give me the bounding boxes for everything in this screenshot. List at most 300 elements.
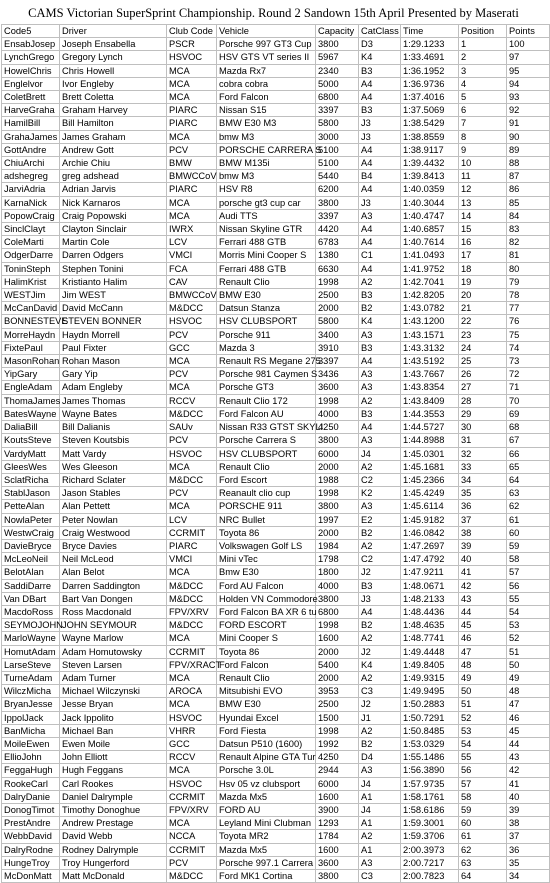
points-cell: 43 (507, 751, 550, 764)
vehicle-cell: Ford Escort (217, 473, 316, 486)
club-code-cell: VMCI (167, 553, 217, 566)
driver-cell: Jason Stables (60, 487, 167, 500)
capacity-cell: 1997 (316, 513, 359, 526)
points-cell: 49 (507, 671, 550, 684)
position-cell: 44 (459, 605, 507, 618)
catclass-cell: B3 (359, 341, 401, 354)
time-cell: 1:43.1571 (401, 328, 459, 341)
time-cell: 1:37.5069 (401, 104, 459, 117)
header-club-code: Club Code (167, 25, 217, 38)
points-cell: 52 (507, 632, 550, 645)
driver-cell: Archie Chiu (60, 157, 167, 170)
position-cell: 16 (459, 236, 507, 249)
driver-cell: Michael Ban (60, 724, 167, 737)
code-cell: RookeCarl (2, 777, 60, 790)
driver-cell: Kristianto Halim (60, 275, 167, 288)
catclass-cell: J3 (359, 592, 401, 605)
driver-cell: Adam Turner (60, 671, 167, 684)
capacity-cell: 5800 (316, 117, 359, 130)
code-cell: BelotAlan (2, 566, 60, 579)
capacity-cell: 3953 (316, 685, 359, 698)
position-cell: 61 (459, 830, 507, 843)
points-cell: 40 (507, 790, 550, 803)
code-cell: SaddiDarre (2, 579, 60, 592)
catclass-cell: B3 (359, 64, 401, 77)
vehicle-cell: Mini Cooper S (217, 632, 316, 645)
club-code-cell: MCA (167, 355, 217, 368)
position-cell: 26 (459, 368, 507, 381)
club-code-cell: HSVOC (167, 315, 217, 328)
time-cell: 1:49.9495 (401, 685, 459, 698)
time-cell: 1:44.8988 (401, 434, 459, 447)
vehicle-cell: Toyota 86 (217, 526, 316, 539)
time-cell: 1:42.7041 (401, 275, 459, 288)
table-row (2, 605, 550, 618)
position-cell: 7 (459, 117, 507, 130)
driver-cell: Craig Popowski (60, 209, 167, 222)
vehicle-cell: FORD AU (217, 803, 316, 816)
time-cell: 1:47.2697 (401, 539, 459, 552)
vehicle-cell: BMW E30 (217, 289, 316, 302)
catclass-cell: J1 (359, 711, 401, 724)
points-cell: 84 (507, 209, 550, 222)
time-cell: 1:56.3890 (401, 764, 459, 777)
club-code-cell: MCA (167, 566, 217, 579)
position-cell: 48 (459, 658, 507, 671)
driver-cell: Steven Larsen (60, 658, 167, 671)
code-cell: HomutAdam (2, 645, 60, 658)
table-row (2, 289, 550, 302)
table-row (2, 51, 550, 64)
club-code-cell: MCA (167, 77, 217, 90)
driver-cell: David Webb (60, 830, 167, 843)
code-cell: DaliaBill (2, 421, 60, 434)
points-cell: 42 (507, 764, 550, 777)
club-code-cell: MCA (167, 130, 217, 143)
club-code-cell: HSVOC (167, 447, 217, 460)
table-row (2, 91, 550, 104)
vehicle-cell: BMW M135i (217, 157, 316, 170)
table-row (2, 856, 550, 869)
club-code-cell: RCCV (167, 394, 217, 407)
catclass-cell: A4 (359, 143, 401, 156)
points-cell: 97 (507, 51, 550, 64)
time-cell: 1:48.2133 (401, 592, 459, 605)
table-row (2, 830, 550, 843)
code-cell: HamilBill (2, 117, 60, 130)
driver-cell: Ewen Moile (60, 737, 167, 750)
catclass-cell: A2 (359, 394, 401, 407)
catclass-cell: K4 (359, 51, 401, 64)
catclass-cell: K4 (359, 315, 401, 328)
points-cell: 78 (507, 289, 550, 302)
driver-cell: Andrew Prestage (60, 817, 167, 830)
time-cell: 1:47.9211 (401, 566, 459, 579)
vehicle-cell: Datsun Stanza (217, 302, 316, 315)
catclass-cell: J2 (359, 645, 401, 658)
table-row (2, 737, 550, 750)
capacity-cell: 6000 (316, 777, 359, 790)
club-code-cell: VMCI (167, 249, 217, 262)
catclass-cell: B2 (359, 737, 401, 750)
driver-cell: greg adshead (60, 170, 167, 183)
position-cell: 6 (459, 104, 507, 117)
capacity-cell: 1998 (316, 275, 359, 288)
driver-cell: Alan Belot (60, 566, 167, 579)
time-cell: 1:57.9735 (401, 777, 459, 790)
capacity-cell: 5440 (316, 170, 359, 183)
points-cell: 69 (507, 407, 550, 420)
points-cell: 86 (507, 183, 550, 196)
driver-cell: Bart Van Dongen (60, 592, 167, 605)
club-code-cell: HSVOC (167, 711, 217, 724)
capacity-cell: 3000 (316, 130, 359, 143)
catclass-cell: E2 (359, 513, 401, 526)
capacity-cell: 1380 (316, 249, 359, 262)
time-cell: 1:50.2883 (401, 698, 459, 711)
capacity-cell: 2000 (316, 671, 359, 684)
catclass-cell: A3 (359, 434, 401, 447)
code-cell: WESTJim (2, 289, 60, 302)
time-cell: 1:45.1681 (401, 460, 459, 473)
points-cell: 95 (507, 64, 550, 77)
time-cell: 2:00.3973 (401, 843, 459, 856)
table-row (2, 341, 550, 354)
time-cell: 1:44.5727 (401, 421, 459, 434)
time-cell: 1:38.8559 (401, 130, 459, 143)
capacity-cell: 3800 (316, 434, 359, 447)
driver-cell: Matt Vardy (60, 447, 167, 460)
time-cell: 1:48.4436 (401, 605, 459, 618)
position-cell: 14 (459, 209, 507, 222)
time-cell: 1:59.3706 (401, 830, 459, 843)
catclass-cell: A3 (359, 500, 401, 513)
table-row (2, 117, 550, 130)
results-table (1, 24, 550, 883)
points-cell: 66 (507, 447, 550, 460)
vehicle-cell: Porsche 3.0L (217, 764, 316, 777)
driver-cell: Jim WEST (60, 289, 167, 302)
time-cell: 1:53.0329 (401, 737, 459, 750)
catclass-cell: A4 (359, 77, 401, 90)
catclass-cell: A3 (359, 368, 401, 381)
driver-cell: James Graham (60, 130, 167, 143)
club-code-cell: MCA (167, 209, 217, 222)
time-cell: 1:58.1761 (401, 790, 459, 803)
capacity-cell: 5100 (316, 143, 359, 156)
code-cell: McCanDavid (2, 302, 60, 315)
catclass-cell: A4 (359, 157, 401, 170)
catclass-cell: C1 (359, 249, 401, 262)
time-cell: 1:46.0842 (401, 526, 459, 539)
vehicle-cell: Ford AU Falcon (217, 579, 316, 592)
capacity-cell: 6000 (316, 447, 359, 460)
vehicle-cell: cobra cobra (217, 77, 316, 90)
time-cell: 1:44.3553 (401, 407, 459, 420)
code-cell: GottAndre (2, 143, 60, 156)
club-code-cell: LCV (167, 236, 217, 249)
table-row (2, 38, 550, 51)
code-cell: OdgerDarre (2, 249, 60, 262)
capacity-cell: 1600 (316, 790, 359, 803)
position-cell: 21 (459, 302, 507, 315)
catclass-cell: J2 (359, 698, 401, 711)
club-code-cell: CCRMIT (167, 790, 217, 803)
code-cell: MarloWayne (2, 632, 60, 645)
capacity-cell: 6200 (316, 183, 359, 196)
table-row (2, 355, 550, 368)
points-cell: 73 (507, 355, 550, 368)
capacity-cell: 3600 (316, 381, 359, 394)
vehicle-cell: Porsche 997 GT3 Cup (217, 38, 316, 51)
capacity-cell: 1992 (316, 737, 359, 750)
points-cell: 34 (507, 870, 550, 883)
vehicle-cell: Nissan Skyline GTR (217, 223, 316, 236)
points-cell: 80 (507, 262, 550, 275)
driver-cell: Rohan Mason (60, 355, 167, 368)
capacity-cell: 1784 (316, 830, 359, 843)
time-cell: 1:43.1200 (401, 315, 459, 328)
time-cell: 1:50.8485 (401, 724, 459, 737)
club-code-cell: M&DCC (167, 619, 217, 632)
table-row (2, 394, 550, 407)
code-cell: JarviAdria (2, 183, 60, 196)
vehicle-cell: Datsun P510 (1600) (217, 737, 316, 750)
code-cell: McLeoNeil (2, 553, 60, 566)
time-cell: 2:00.7217 (401, 856, 459, 869)
table-row (2, 579, 550, 592)
position-cell: 18 (459, 262, 507, 275)
points-cell: 47 (507, 698, 550, 711)
table-row (2, 698, 550, 711)
code-cell: YipGary (2, 368, 60, 381)
position-cell: 45 (459, 619, 507, 632)
driver-cell: Graham Harvey (60, 104, 167, 117)
vehicle-cell: Hsv 05 vz clubsport (217, 777, 316, 790)
vehicle-cell: Porsche GT3 (217, 381, 316, 394)
driver-cell: Ross Macdonald (60, 605, 167, 618)
time-cell: 1:37.4016 (401, 91, 459, 104)
time-cell: 1:45.2366 (401, 473, 459, 486)
table-row (2, 236, 550, 249)
vehicle-cell: NRC Bullet (217, 513, 316, 526)
position-cell: 40 (459, 553, 507, 566)
vehicle-cell: Ford Falcon AU (217, 407, 316, 420)
points-cell: 50 (507, 658, 550, 671)
code-cell: Van DBart (2, 592, 60, 605)
club-code-cell: MCA (167, 671, 217, 684)
points-cell: 45 (507, 724, 550, 737)
points-cell: 92 (507, 104, 550, 117)
code-cell: ThomaJames (2, 394, 60, 407)
catclass-cell: B2 (359, 526, 401, 539)
position-cell: 38 (459, 526, 507, 539)
points-cell: 59 (507, 539, 550, 552)
vehicle-cell: Porsche 981 Caymen S (217, 368, 316, 381)
vehicle-cell: Mazda Mx5 (217, 790, 316, 803)
driver-cell: Haydn Morrell (60, 328, 167, 341)
header-time: Time (401, 25, 459, 38)
club-code-cell: PIARC (167, 539, 217, 552)
time-cell: 1:43.8409 (401, 394, 459, 407)
table-row (2, 157, 550, 170)
code-cell: HarveGraha (2, 104, 60, 117)
driver-cell: Wayne Marlow (60, 632, 167, 645)
points-cell: 36 (507, 843, 550, 856)
catclass-cell: C2 (359, 553, 401, 566)
driver-cell: Stephen Tonini (60, 262, 167, 275)
driver-cell: Brett Coletta (60, 91, 167, 104)
code-cell: ColetBrett (2, 91, 60, 104)
time-cell: 1:45.4249 (401, 487, 459, 500)
catclass-cell: A2 (359, 671, 401, 684)
driver-cell: Bryce Davies (60, 539, 167, 552)
points-cell: 74 (507, 341, 550, 354)
capacity-cell: 3900 (316, 803, 359, 816)
catclass-cell: D4 (359, 751, 401, 764)
driver-cell: Clayton Sinclair (60, 223, 167, 236)
code-cell: StablJason (2, 487, 60, 500)
capacity-cell: 6783 (316, 236, 359, 249)
header-code: Code5 (2, 25, 60, 38)
code-cell: adshegreg (2, 170, 60, 183)
capacity-cell: 3436 (316, 368, 359, 381)
points-cell: 91 (507, 117, 550, 130)
points-cell: 58 (507, 553, 550, 566)
catclass-cell: A4 (359, 236, 401, 249)
club-code-cell: MCA (167, 764, 217, 777)
club-code-cell: M&DCC (167, 592, 217, 605)
vehicle-cell: Leyland Mini Clubman (217, 817, 316, 830)
table-row (2, 302, 550, 315)
code-cell: DalryDanie (2, 790, 60, 803)
catclass-cell: A2 (359, 830, 401, 843)
position-cell: 5 (459, 91, 507, 104)
points-cell: 57 (507, 566, 550, 579)
driver-cell: Darren Odgers (60, 249, 167, 262)
vehicle-cell: Reanault clio cup (217, 487, 316, 500)
vehicle-cell: porsche gt3 cup car (217, 196, 316, 209)
vehicle-cell: Renault Clio (217, 460, 316, 473)
table-row (2, 196, 550, 209)
catclass-cell: B3 (359, 104, 401, 117)
catclass-cell: J3 (359, 117, 401, 130)
code-cell: PopowCraig (2, 209, 60, 222)
capacity-cell: 2000 (316, 460, 359, 473)
capacity-cell: 1988 (316, 473, 359, 486)
capacity-cell: 2340 (316, 64, 359, 77)
club-code-cell: CCRMIT (167, 843, 217, 856)
position-cell: 53 (459, 724, 507, 737)
position-cell: 56 (459, 764, 507, 777)
vehicle-cell: Ford Falcon (217, 91, 316, 104)
code-cell: LarseSteve (2, 658, 60, 671)
catclass-cell: B3 (359, 289, 401, 302)
table-row (2, 130, 550, 143)
driver-cell: Adam Engleby (60, 381, 167, 394)
club-code-cell: AROCA (167, 685, 217, 698)
vehicle-cell: FORD ESCORT (217, 619, 316, 632)
club-code-cell: PCV (167, 487, 217, 500)
capacity-cell: 1798 (316, 553, 359, 566)
catclass-cell: A3 (359, 381, 401, 394)
table-row (2, 473, 550, 486)
code-cell: SclatRicha (2, 473, 60, 486)
table-row (2, 751, 550, 764)
capacity-cell: 1800 (316, 566, 359, 579)
club-code-cell: M&DCC (167, 407, 217, 420)
code-cell: NowlaPeter (2, 513, 60, 526)
driver-cell: Nick Karnaros (60, 196, 167, 209)
driver-cell: STEVEN BONNER (60, 315, 167, 328)
capacity-cell: 6800 (316, 91, 359, 104)
vehicle-cell: Audi TTS (217, 209, 316, 222)
vehicle-cell: Hyundai Excel (217, 711, 316, 724)
points-cell: 77 (507, 302, 550, 315)
catclass-cell: A1 (359, 843, 401, 856)
capacity-cell: 4250 (316, 421, 359, 434)
position-cell: 30 (459, 421, 507, 434)
club-code-cell: CCRMIT (167, 526, 217, 539)
time-cell: 1:29.1233 (401, 38, 459, 51)
points-cell: 38 (507, 817, 550, 830)
vehicle-cell: Nissan R33 GTST SKYLI (217, 421, 316, 434)
capacity-cell: 3400 (316, 328, 359, 341)
table-row (2, 803, 550, 816)
time-cell: 1:45.6114 (401, 500, 459, 513)
points-cell: 72 (507, 368, 550, 381)
vehicle-cell: Morris Mini Cooper S (217, 249, 316, 262)
points-cell: 79 (507, 275, 550, 288)
driver-cell: Richard Sclater (60, 473, 167, 486)
points-cell: 70 (507, 394, 550, 407)
vehicle-cell: BMW E30 M3 (217, 117, 316, 130)
club-code-cell: M&DCC (167, 302, 217, 315)
points-cell: 62 (507, 500, 550, 513)
vehicle-cell: Toyota 86 (217, 645, 316, 658)
catclass-cell: B4 (359, 170, 401, 183)
points-cell: 89 (507, 143, 550, 156)
club-code-cell: GCC (167, 737, 217, 750)
table-row (2, 817, 550, 830)
club-code-cell: BMWCCoV (167, 170, 217, 183)
capacity-cell: 3397 (316, 355, 359, 368)
driver-cell: Chris Howell (60, 64, 167, 77)
capacity-cell: 3800 (316, 196, 359, 209)
catclass-cell: B2 (359, 302, 401, 315)
position-cell: 54 (459, 737, 507, 750)
club-code-cell: FPV/XRV (167, 803, 217, 816)
table-row (2, 513, 550, 526)
position-cell: 28 (459, 394, 507, 407)
position-cell: 51 (459, 698, 507, 711)
points-cell: 56 (507, 579, 550, 592)
table-row (2, 460, 550, 473)
code-cell: WestwCraig (2, 526, 60, 539)
club-code-cell: MCA (167, 196, 217, 209)
time-cell: 1:38.9117 (401, 143, 459, 156)
club-code-cell: MCA (167, 698, 217, 711)
code-cell: HalimKrist (2, 275, 60, 288)
table-row (2, 315, 550, 328)
catclass-cell: J4 (359, 777, 401, 790)
code-cell: IppolJack (2, 711, 60, 724)
vehicle-cell: Ferrari 488 GTB (217, 236, 316, 249)
capacity-cell: 3397 (316, 104, 359, 117)
capacity-cell: 3910 (316, 341, 359, 354)
vehicle-cell: Renault Alpine GTA Tur (217, 751, 316, 764)
catclass-cell: A4 (359, 421, 401, 434)
